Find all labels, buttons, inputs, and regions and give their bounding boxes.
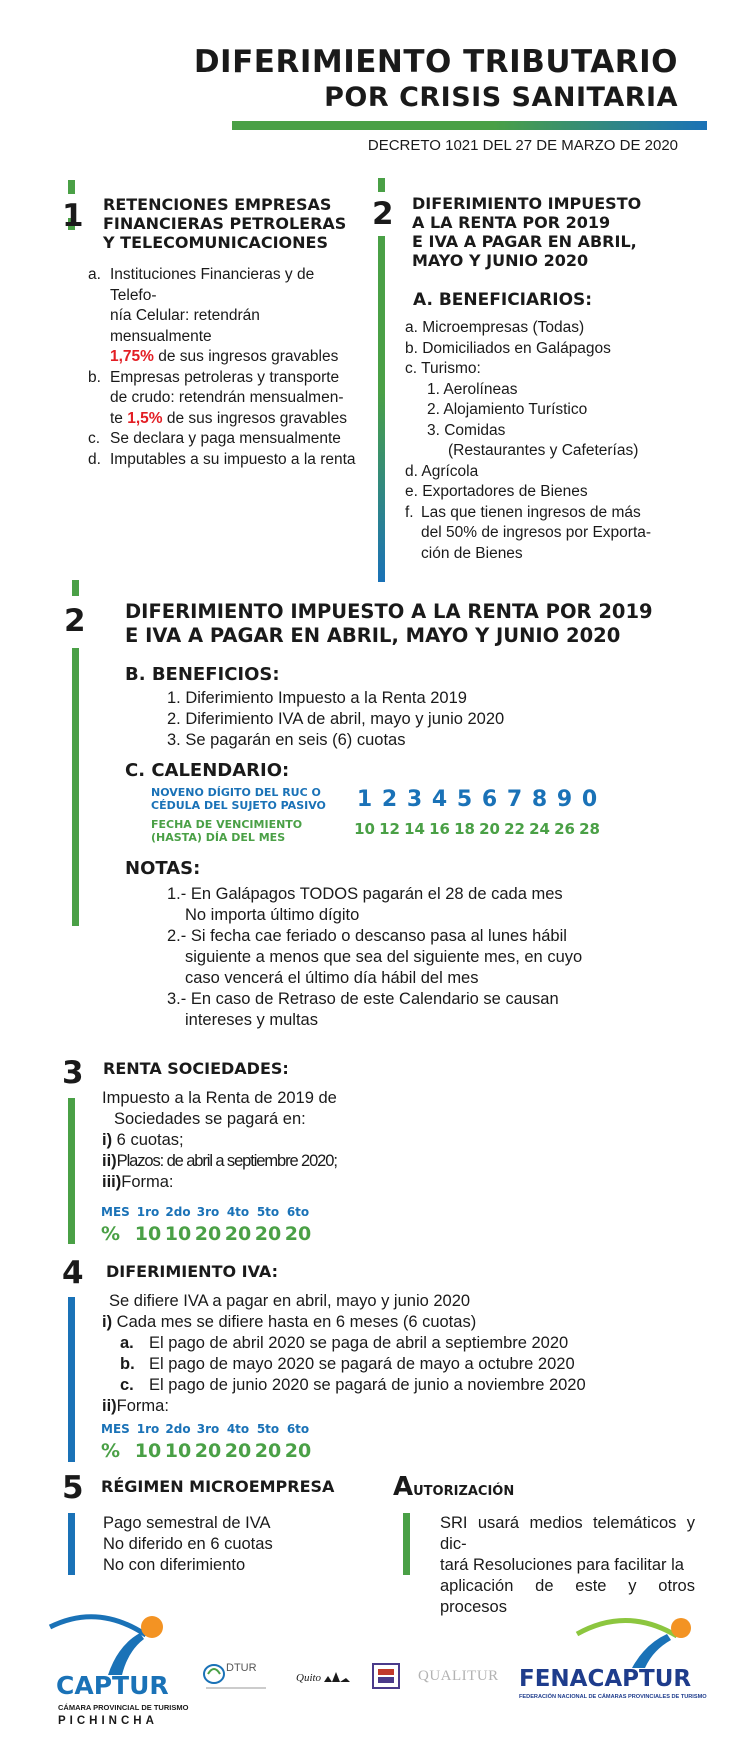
list-item-line: del 50% de ingresos por Exporta- — [421, 524, 652, 541]
payment-percent: 20 — [254, 1440, 282, 1462]
list-item-prefix: te — [110, 409, 128, 427]
body-line: No diferido en 6 cuotas — [103, 1535, 273, 1553]
section-4-heading: DIFERIMIENTO IVA: — [106, 1262, 278, 1281]
item-label: c. — [120, 1376, 134, 1394]
benefits-subheading: B. BENEFICIOS: — [125, 664, 280, 685]
list-item: 3. Se pagarán en seis (6) cuotas — [167, 731, 406, 749]
body-line — [102, 1333, 662, 1354]
section-5-bar — [68, 1513, 75, 1575]
body-line — [102, 1172, 372, 1193]
section-1-heading-line: RETENCIONES EMPRESAS — [103, 195, 332, 214]
payment-percent: 10 — [134, 1223, 162, 1245]
item-label: i) — [102, 1131, 113, 1149]
payment-percent-label: % — [101, 1223, 121, 1245]
list-item: e. Exportadores de Bienes — [405, 483, 588, 500]
body-line: SRI usará medios telemáticos y dic- — [440, 1514, 695, 1553]
retention-rate: 1,5% — [127, 409, 163, 427]
calendar-days-row — [352, 820, 602, 838]
authorization-body — [440, 1513, 695, 1618]
section-2top-heading-line: E IVA A PAGAR EN ABRIL, — [412, 232, 637, 251]
calendar-day: 18 — [454, 820, 475, 838]
dtur-logo — [202, 1658, 270, 1694]
list-item — [88, 450, 363, 471]
authorization-heading-text: UTORIZACIÓN — [413, 1484, 515, 1499]
list-item: d. Agrícola — [405, 462, 479, 480]
calendar-digit: 1 — [356, 787, 373, 812]
institution-emblem-icon — [372, 1663, 400, 1689]
captur-subtitle: CÁMARA PROVINCIAL DE TURISMO — [58, 1703, 189, 1712]
note-line: 2.- Si fecha cae feriado o descanso pasa al lunes hábil — [167, 927, 567, 945]
calendar-subheading: C. CALENDARIO: — [125, 760, 290, 781]
section-1-heading-line: FINANCIERAS PETROLERAS — [103, 214, 347, 233]
item-label: iii) — [102, 1173, 122, 1191]
section-2-number: 2 — [64, 603, 86, 639]
list-item-line: Las que tienen ingresos de más — [421, 503, 641, 521]
list-item-line: ción de Bienes — [421, 544, 523, 562]
payment-percent: 10 — [164, 1440, 192, 1462]
list-item-tail: de sus ingresos gravables — [153, 348, 339, 365]
payment-month: 4to — [226, 1205, 250, 1219]
section-2-bar-short — [72, 580, 79, 596]
qualitur-logo: QUALITUR — [418, 1668, 499, 1684]
authorization-initial: A — [393, 1472, 414, 1502]
list-item — [88, 429, 363, 450]
payment-month-label: MES — [101, 1205, 130, 1219]
calendar-day: 26 — [554, 820, 575, 838]
fenacaptur-swoosh-icon — [517, 1610, 707, 1670]
payment-percent: 10 — [134, 1440, 162, 1462]
section-1-bar-short — [68, 180, 75, 194]
captur-province: PICHINCHA — [58, 1715, 158, 1727]
calendar-label-line: NOVENO DÍGITO DEL RUC O — [151, 786, 321, 799]
section-1-heading — [103, 195, 346, 252]
item-label: b. — [120, 1355, 135, 1373]
payment-month: 1ro — [136, 1205, 160, 1219]
list-item-label: b. — [88, 368, 101, 386]
item-text: Forma: — [121, 1173, 174, 1191]
calendar-digit: 2 — [381, 787, 398, 812]
body-line: Se difiere IVA a pagar en abril, mayo y junio 2020 — [109, 1292, 471, 1310]
payment-months-row — [101, 1422, 313, 1436]
calendar-day: 28 — [579, 820, 600, 838]
dtur-name: DTUR — [226, 1662, 257, 1674]
captur-name: CAPTUR — [56, 1671, 169, 1700]
item-text: 6 cuotas; — [112, 1131, 184, 1149]
list-item: c. Turismo: — [405, 360, 481, 377]
list-item: 2. Diferimiento IVA de abril, mayo y junio 2020 — [167, 710, 505, 728]
quito-name: Quito — [296, 1672, 322, 1684]
list-item — [405, 503, 690, 565]
payment-month: 2do — [165, 1205, 191, 1219]
title-underline — [232, 121, 707, 130]
section-5-number: 5 — [62, 1470, 84, 1506]
body-line: No con diferimiento — [103, 1556, 246, 1574]
fenacaptur-subtitle: FEDERACIÓN NACIONAL DE CÁMARAS PROVINCIALES DE TURISMO — [519, 1694, 707, 1700]
item-text: El pago de junio 2020 se pagará de junio a noviembre 2020 — [149, 1376, 586, 1394]
quito-logo — [294, 1660, 352, 1694]
payment-percent: 20 — [284, 1223, 312, 1245]
body-line — [102, 1151, 372, 1172]
list-item-text: Imputables a su impuesto a la renta — [110, 450, 356, 468]
section-1-heading-line: Y TELECOMUNICACIONES — [103, 233, 328, 252]
note-line: siguiente a menos que sea del siguiente mes, en cuyo — [185, 948, 583, 966]
body-line: aplicación de este y otros procesos — [440, 1577, 695, 1616]
notes-list — [167, 884, 607, 1031]
payment-percent: 20 — [254, 1223, 282, 1245]
calendar-digit-label — [151, 786, 326, 812]
list-item: 1. Diferimiento Impuesto a la Renta 2019 — [167, 689, 467, 707]
payment-percent: 20 — [224, 1440, 252, 1462]
section-5-heading: RÉGIMEN MICROEMPRESA — [101, 1477, 335, 1496]
section-2-heading-line: DIFERIMIENTO IMPUESTO A LA RENTA POR 2019 — [125, 600, 653, 623]
list-item-line: Empresas petroleras y transporte — [110, 368, 340, 386]
authorization-bar — [403, 1513, 410, 1575]
calendar-day: 10 — [354, 820, 375, 838]
section-5-body — [103, 1513, 273, 1576]
fenacaptur-logo — [517, 1610, 707, 1720]
calendar-day: 16 — [429, 820, 450, 838]
calendar-digit: 9 — [556, 787, 573, 812]
list-item-text — [421, 503, 651, 565]
list-item: 2. Alojamiento Turístico — [427, 401, 588, 418]
payment-percent-label: % — [101, 1440, 121, 1462]
note-line: 3.- En caso de Retraso de este Calendario se causan — [167, 990, 559, 1008]
note-line: 1.- En Galápagos TODOS pagarán el 28 de cada mes — [167, 885, 563, 903]
list-item-text: Se declara y paga mensualmente — [110, 430, 341, 447]
calendar-label-line: (HASTA) DÍA DEL MES — [151, 831, 286, 844]
calendar-day: 22 — [504, 820, 525, 838]
section-1-number: 1 — [62, 198, 84, 234]
payment-percent: 10 — [164, 1223, 192, 1245]
body-line: Pago semestral de IVA — [103, 1514, 271, 1532]
calendar-label-line: CÉDULA DEL SUJETO PASIVO — [151, 799, 326, 812]
payment-percent: 20 — [284, 1440, 312, 1462]
body-line: Sociedades se pagará en: — [114, 1110, 306, 1128]
list-item — [88, 368, 363, 430]
calendar-digit: 6 — [481, 787, 498, 812]
body-line — [102, 1354, 662, 1375]
item-label: ii) — [102, 1152, 117, 1170]
fenacaptur-name: FENACAPTUR — [519, 1666, 692, 1692]
retention-rate: 1,75% — [110, 348, 154, 365]
page-subtitle: POR CRISIS SANITARIA — [324, 82, 678, 113]
payment-month-label: MES — [101, 1422, 130, 1436]
body-line: Impuesto a la Renta de 2019 de — [102, 1089, 337, 1107]
authorization-heading — [393, 1472, 514, 1502]
list-item: b. Domiciliados en Galápagos — [405, 339, 611, 357]
body-line — [102, 1375, 662, 1396]
list-item-label: d. — [88, 450, 101, 468]
item-label: i) — [102, 1313, 113, 1331]
note-line: No importa último dígito — [185, 906, 360, 924]
list-item-text — [110, 265, 363, 368]
list-item: 1. Aerolíneas — [427, 380, 518, 398]
body-line — [102, 1396, 662, 1417]
section-2-heading — [125, 600, 653, 648]
item-text: Forma: — [116, 1397, 169, 1415]
calendar-digit: 4 — [431, 787, 448, 812]
calendar-digits-row — [352, 787, 602, 812]
payment-month: 6to — [286, 1422, 310, 1436]
calendar-digit: 0 — [581, 787, 598, 812]
beneficiaries-subheading: A. BENEFICIARIOS: — [413, 290, 593, 310]
list-item: 3. Comidas — [427, 421, 506, 439]
payment-percent: 20 — [224, 1223, 252, 1245]
payment-percent-row — [101, 1223, 313, 1245]
list-item-line: Instituciones Financieras y de Telefo- — [110, 266, 315, 304]
calendar-date-label — [151, 818, 302, 844]
captur-swoosh-icon — [48, 1605, 173, 1675]
calendar-day: 12 — [379, 820, 400, 838]
list-item-line — [110, 347, 363, 368]
list-item — [88, 265, 363, 368]
payment-month: 3ro — [196, 1422, 220, 1436]
benefits-list — [167, 688, 504, 751]
list-item-label: a. — [88, 266, 101, 283]
section-2top-heading-line: MAYO Y JUNIO 2020 — [412, 251, 589, 270]
item-text: El pago de abril 2020 se paga de abril a septiembre 2020 — [149, 1334, 569, 1352]
section-2top-heading-line: DIFERIMIENTO IMPUESTO — [412, 194, 642, 213]
section-3-heading: RENTA SOCIEDADES: — [103, 1059, 289, 1078]
payment-months-row — [101, 1205, 313, 1219]
payment-month: 6to — [286, 1205, 310, 1219]
list-item-line: de crudo: retendrán mensualmen- — [110, 389, 344, 406]
list-item: (Restaurantes y Cafeterías) — [448, 442, 639, 459]
body-line — [102, 1130, 372, 1151]
body-line — [102, 1312, 662, 1333]
list-item-line — [110, 409, 347, 430]
payment-month: 5to — [256, 1422, 280, 1436]
payment-month: 1ro — [136, 1422, 160, 1436]
body-line: tará Resoluciones para facilitar la — [440, 1556, 684, 1574]
decree-reference: DECRETO 1021 DEL 27 DE MARZO DE 2020 — [367, 137, 678, 154]
calendar-day: 20 — [479, 820, 500, 838]
calendar-digit: 8 — [531, 787, 548, 812]
beneficiaries-list — [405, 318, 690, 564]
list-item-line: nía Celular: retendrán mensualmente — [110, 307, 260, 345]
item-text: El pago de mayo 2020 se pagará de mayo a octubre 2020 — [149, 1355, 575, 1373]
payment-month: 3ro — [196, 1205, 220, 1219]
note-line: caso vencerá el último día hábil del mes — [185, 969, 479, 987]
list-item-label: c. — [88, 430, 101, 447]
list-item-label: f. — [405, 503, 414, 521]
section-3-body — [102, 1088, 372, 1193]
note-line: intereses y multas — [185, 1011, 318, 1029]
item-text: Plazos: de abril a septiembre 2020; — [116, 1152, 337, 1170]
section-2top-bar-short — [378, 178, 385, 192]
calendar-label-line: FECHA DE VENCIMIENTO — [151, 818, 303, 831]
section-4-bar — [68, 1297, 75, 1462]
section-2top-number: 2 — [372, 196, 394, 232]
calendar-digit: 5 — [456, 787, 473, 812]
captur-logo — [48, 1605, 189, 1740]
section-1-list — [88, 265, 363, 470]
page-title: DIFERIMIENTO TRIBUTARIO — [193, 44, 678, 80]
payment-month: 2do — [165, 1422, 191, 1436]
item-label: ii) — [102, 1397, 117, 1415]
section-2-bar — [72, 648, 79, 926]
payment-month: 5to — [256, 1205, 280, 1219]
section-4-number: 4 — [62, 1255, 84, 1291]
calendar-digit: 3 — [406, 787, 423, 812]
payment-percent: 20 — [194, 1440, 222, 1462]
section-3-bar — [68, 1098, 75, 1244]
notes-heading: NOTAS: — [125, 858, 201, 879]
section-2-heading-line: E IVA A PAGAR EN ABRIL, MAYO Y JUNIO 2020 — [125, 624, 621, 647]
item-label: a. — [120, 1334, 134, 1352]
payment-month: 4to — [226, 1422, 250, 1436]
list-item: a. Microempresas (Todas) — [405, 319, 585, 336]
calendar-day: 24 — [529, 820, 550, 838]
list-item-tail: de sus ingresos gravables — [162, 409, 347, 427]
section-2top-heading — [412, 194, 641, 270]
payment-percent-row — [101, 1440, 313, 1462]
section-4-body — [102, 1291, 662, 1417]
section-2top-heading-line: A LA RENTA POR 2019 — [412, 213, 611, 232]
item-text: Cada mes se difiere hasta en 6 meses (6 cuotas) — [112, 1313, 477, 1331]
section-2top-bar — [378, 236, 385, 582]
payment-percent: 20 — [194, 1223, 222, 1245]
section-3-number: 3 — [62, 1055, 84, 1091]
list-item-text — [110, 368, 347, 430]
calendar-digit: 7 — [506, 787, 523, 812]
calendar-day: 14 — [404, 820, 425, 838]
